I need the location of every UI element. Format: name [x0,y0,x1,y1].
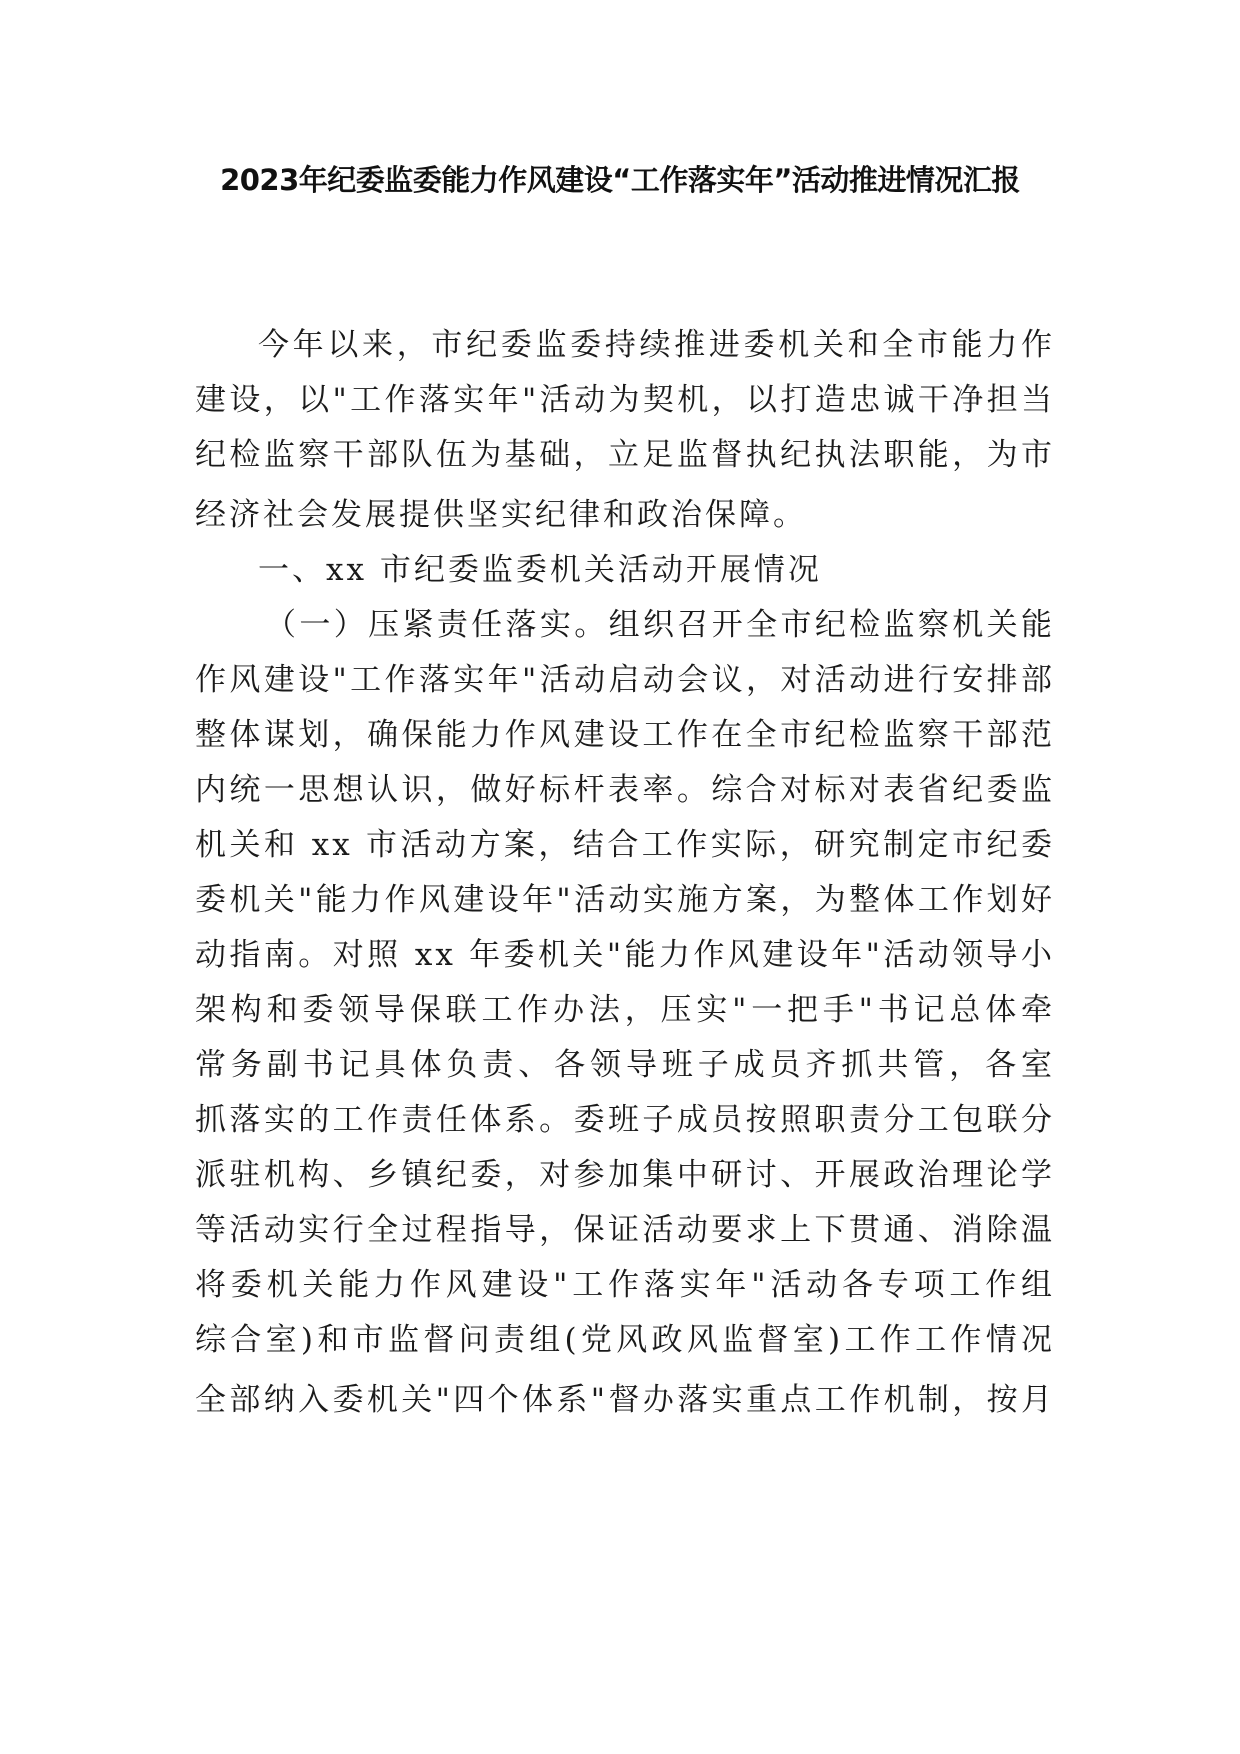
paragraph-3-line-11: 派驻机构、乡镇纪委，对参加集中研讨、开展政治理论学 [195,1157,1055,1193]
paragraph-3-line-10: 抓落实的工作责任体系。委班子成员按照职责分工包联分 [195,1102,1055,1138]
paragraph-3-line-14: 综合室)和市监督问责组(党风政风监督室)工作工作情况 [195,1322,1055,1358]
section-heading-1: 一、xx 市纪委监委机关活动开展情况 [258,552,822,588]
paragraph-3-line-2: 作风建设"工作落实年"活动启动会议，对活动进行安排部 [195,662,1055,698]
paragraph-3-line-1: （一）压紧责任落实。组织召开全市纪检监察机关能 [265,607,1055,643]
paragraph-3-line-9: 常务副书记具体负责、各领导班子成员齐抓共管，各室 [195,1047,1055,1083]
paragraph-3-line-8: 架构和委领导保联工作办法，压实"一把手"书记总体牵 [195,992,1055,1028]
paragraph-3-line-15: 全部纳入委机关"四个体系"督办落实重点工作机制，按月 [195,1382,1055,1418]
paragraph-3-line-12: 等活动实行全过程指导，保证活动要求上下贯通、消除温 [195,1212,1055,1248]
document-title: 2023年纪委监委能力作风建设“工作落实年”活动推进情况汇报 [220,163,1020,197]
paragraph-1-line-4: 经济社会发展提供坚实纪律和政治保障。 [195,497,807,533]
paragraph-1-line-3: 纪检监察干部队伍为基础，立足监督执纪执法职能，为市 [195,437,1055,473]
paragraph-1-line-2: 建设，以"工作落实年"活动为契机，以打造忠诚干净担当 [195,382,1055,418]
paragraph-3-line-13: 将委机关能力作风建设"工作落实年"活动各专项工作组 [195,1267,1055,1303]
paragraph-3-line-4: 内统一思想认识，做好标杆表率。综合对标对表省纪委监 [195,772,1055,808]
paragraph-3-line-6: 委机关"能力作风建设年"活动实施方案，为整体工作划好 [195,882,1055,918]
paragraph-3-line-3: 整体谋划，确保能力作风建设工作在全市纪检监察干部范 [195,717,1055,753]
paragraph-3-line-5: 机关和 xx 市活动方案，结合工作实际，研究制定市纪委 [195,827,1055,863]
paragraph-1-line-1: 今年以来，市纪委监委持续推进委机关和全市能力作 [258,327,1055,363]
paragraph-3-line-7: 动指南。对照 xx 年委机关"能力作风建设年"活动领导小 [195,937,1055,973]
